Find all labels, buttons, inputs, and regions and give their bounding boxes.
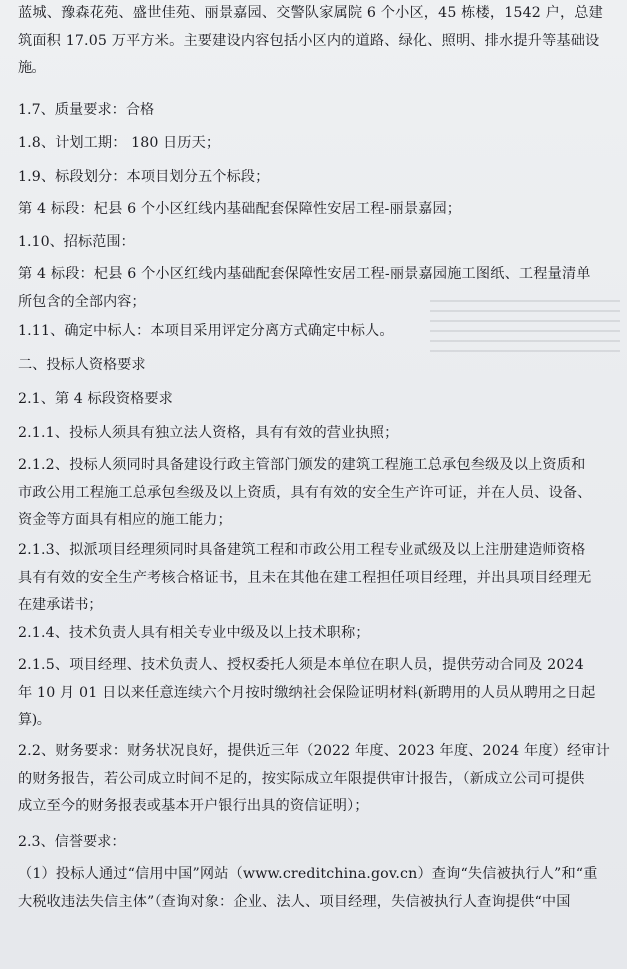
paragraph-line: 成立至今的财务报表或基本开户银行出具的资信证明）； [18,798,369,815]
paragraph-line: 所包含的全部内容； [18,293,146,310]
paragraph [18,829,618,857]
paragraph [18,652,618,735]
paragraph [18,352,618,380]
paragraph-line: 年 10 月 01 日以来任意连续六个月按时缴纳社会保险证明材料(新聘用的人员从聘用之日起 [18,684,596,701]
paragraph-line: 蓝城、豫森花苑、盛世佳苑、丽景嘉园、交警队家属院 6 个小区，45 栋楼，1542 户，总建 [18,5,603,21]
paragraph-line: 施。 [18,60,45,77]
paragraph-line: 筑面积 17.05 万平方米。主要建设内容包括小区内的道路、绿化、照明、排水提升等基础设 [18,32,600,49]
paragraph [18,537,618,620]
paragraph-line: 2.1.2、投标人须同时具备建设行政主管部门颁发的建筑工程施工总承包叁级及以上资质和 [18,457,586,473]
paragraph-line: 2.1.3、拟派项目经理须同时具备建筑工程和市政公用工程专业贰级及以上注册建造师资格 [18,542,586,558]
paragraph-line: 在建承诺书； [18,597,103,614]
paragraph-line: （1）投标人通过“信用中国”网站（www.creditchina.gov.cn）查询“失信被执行人”和“重 [18,866,598,882]
paragraph-line: 1.10、招标范围： [18,234,135,250]
paragraph [18,738,618,821]
paragraph [18,229,618,257]
paragraph [18,0,618,83]
paragraph [18,620,618,648]
paragraph [18,261,618,316]
paragraph-line: 2.3、信誉要求： [18,834,126,850]
paragraph-line: 的财务报告，若公司成立时间不足的，按实际成立年限提供审计报告，（新成立公司可提供 [18,770,585,787]
paragraph-line: 第 4 标段：杞县 6 个小区红线内基础配套保障性安居工程-丽景嘉园施工图纸、工程量清单 [18,266,591,282]
paragraph [18,318,618,346]
paragraph-line: 二、投标人资格要求 [18,357,146,373]
paragraph-line: 2.1.1、投标人须具有独立法人资格，具有有效的营业执照； [18,425,399,441]
paragraph-line: 第 4 标段：杞县 6 个小区红线内基础配套保障性安居工程-丽景嘉园； [18,201,462,217]
paragraph [18,164,618,192]
paragraph [18,130,618,158]
paragraph-line: 1.7、质量要求：合格 [18,102,155,118]
paragraph [18,420,618,448]
paragraph-line: 大税收违法失信主体”（查询对象：企业、法人、项目经理，失信被执行人查询提供“中国 [18,893,571,910]
paragraph [18,97,618,125]
paragraph-line: 2.1.5、项目经理、技术负责人、授权委托人须是本单位在职人员，提供劳动合同及 2024 [18,657,584,673]
paragraph-line: 2.1、第 4 标段资格要求 [18,391,173,407]
paragraph-line: 市政公用工程施工总承包叁级及以上资质，具有有效的安全生产许可证，并在人员、设备、 [18,484,592,501]
paragraph-line: 1.8、计划工期： 180 日历天； [18,135,221,151]
paragraph-line: 1.11、确定中标人：本项目采用评定分离方式确定中标人。 [18,323,394,339]
paragraph-line: 资金等方面具有相应的施工能力； [18,512,232,529]
paragraph [18,861,618,916]
paragraph-line: 2.2、财务要求：财务状况良好，提供近三年（2022 年度、2023 年度、2024 年度）经审计 [18,743,611,759]
paragraph-line: 1.9、标段划分：本项目划分五个标段； [18,169,270,185]
paragraph-line: 算)。 [18,712,51,729]
paragraph [18,196,618,224]
paragraph [18,452,618,535]
paragraph-line: 2.1.4、技术负责人具有相关专业中级及以上技术职称； [18,625,370,641]
paragraph-line: 具有有效的安全生产考核合格证书，且未在其他在建工程担任项目经理，并出具项目经理无 [18,569,592,586]
paragraph [18,386,618,414]
